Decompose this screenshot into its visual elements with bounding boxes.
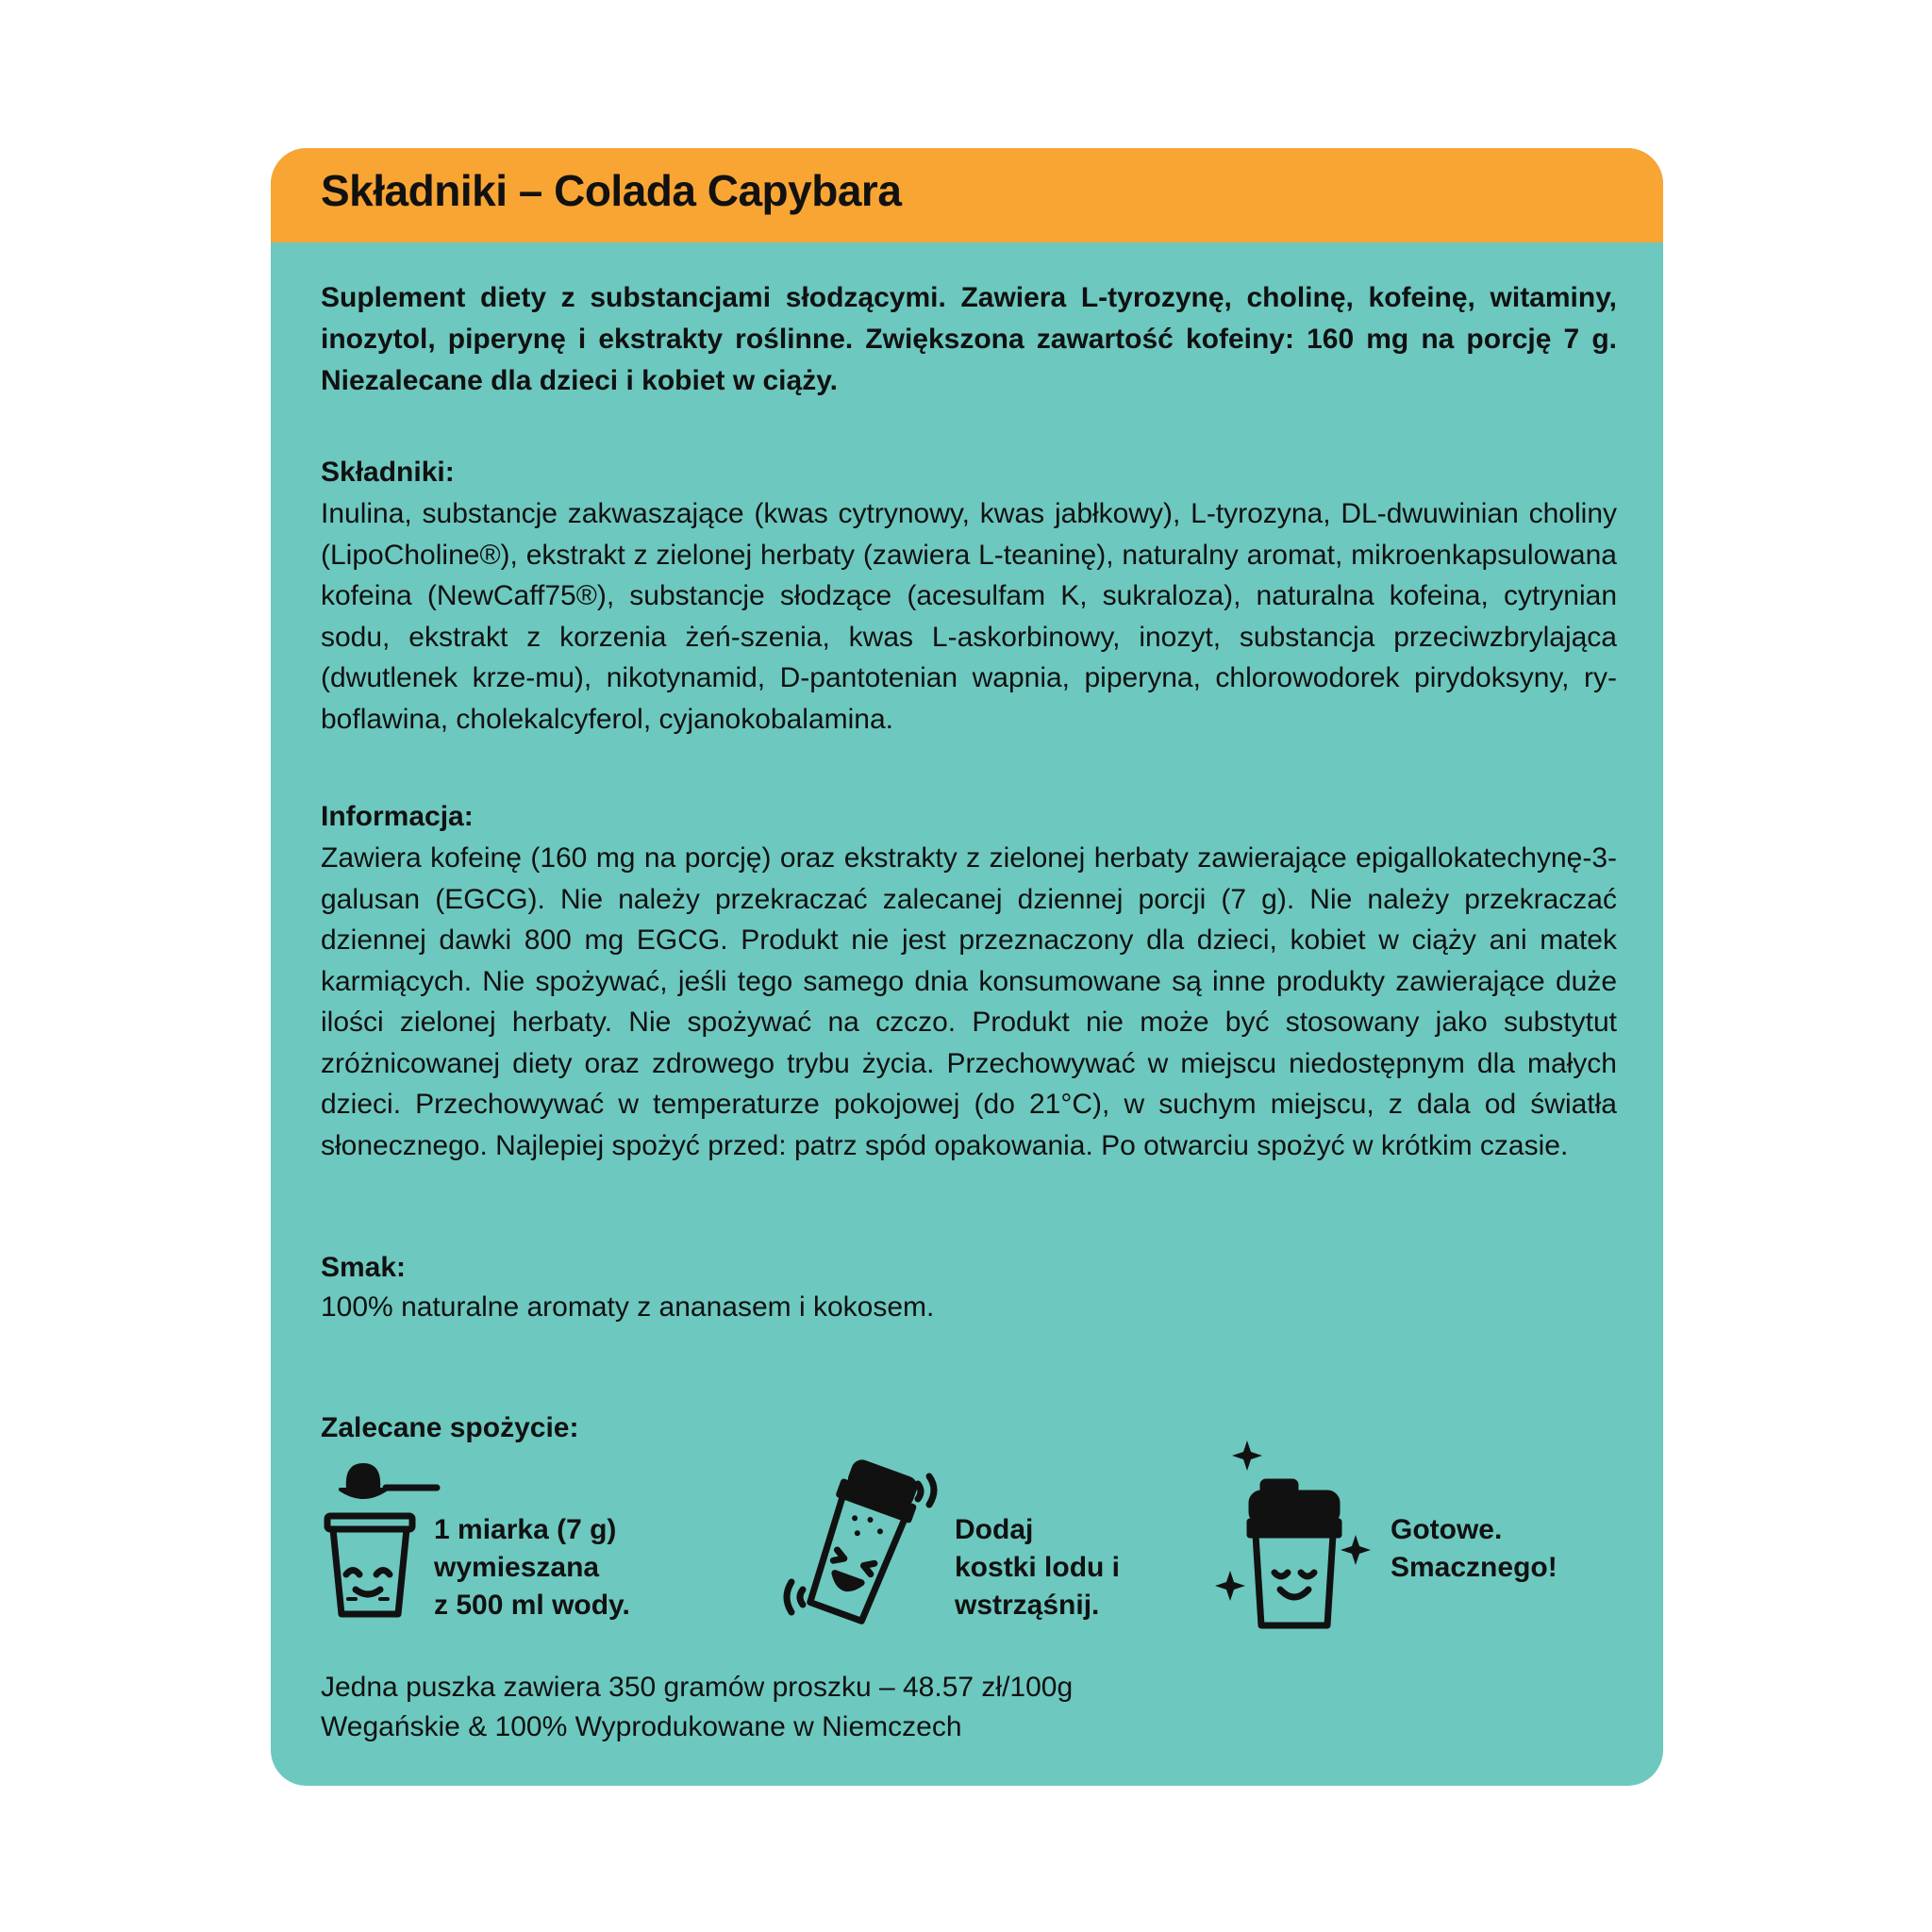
step-2-text: Dodaj kostki lodu i wstrząśnij.: [955, 1514, 1121, 1621]
intro-text: Suplement diety z substancjami słodzącymi. Zawiera L-tyrozynę, cholinę, kofeinę, witaminy, inozytol, piperynę i ekstrakty roślinne. Zwiększona zawartość kofeiny: 160 mg na porcję 7 g. Niezalecane dla dzieci i kobiet w ciąży.: [321, 282, 1617, 396]
footer-package-info: Jedna puszka zawiera 350 gramów proszku – 48.57 zł/100g: [321, 1672, 1074, 1703]
information-text: Zawiera kofeinę (160 mg na porcję) oraz ekstrakty z zielonej herbaty zawierające epigallokatechynę-3-galusan (EGCG). Nie należy przekraczać zalecanej dziennej porcji (7 g). Nie należy przekraczać dziennej dawki 800 mg EGCG. Produkt nie jest przeznaczony dla dzieci, kobiet w ciąży ani matek karmiących. Nie spożywać, jeśli tego samego dnia konsumowane są inne produkty zawierające duże ilości zielonej herbaty. Nie spożywać na czczo. Produkt nie może być stosowany jako substytut zróżnicowanej diety oraz zdrowego trybu życia. Przechowywać w miejscu niedostępnym dla małych dzieci. Przechowywać w temperaturze pokojowej (do 21°C), w suchym miejscu, z dala od światła słonecznego. Najlepiej spożyć przed: patrz spód opakowania. Po otwarciu spożyć w krótkim czasie.: [321, 842, 1617, 1161]
footer-vegan-info: Wegańskie & 100% Wyprodukowane w Niemczech: [321, 1711, 962, 1742]
flavor-heading: Smak:: [321, 1252, 407, 1283]
page-title: Składniki – Colada Capybara: [321, 166, 902, 215]
ingredients-card: [271, 148, 1663, 1786]
step-3-text: Gotowe. Smacznego!: [1391, 1514, 1557, 1583]
flavor-text: 100% naturalne aromaty z ananasem i kokosem.: [321, 1291, 935, 1323]
scoop-cup-icon: [318, 1459, 441, 1620]
ingredients-text: Inulina, substancje zakwaszające (kwas cytrynowy, kwas jabłkowy), L-tyrozyna, DL-dwuwinian choliny (LipoCholine®), ekstrakt z zielonej herbaty (zawiera L-teaninę), naturalny aromat, mikroenkapsulowana kofeina (NewCaff75®), substancje słodzące (acesulfam K, sukraloza), naturalna kofeina, cytrynian sodu, ekstrakt z korzenia żeń-szenia, kwas L-askorbinowy, inozyt, substancja przeciwzbrylająca (dwutlenek krze-mu), nikotynamid, D-pantotenian wapnia, piperyna, chlorowodorek pirydoksyny, ry-boflawina, cholekalcyferol, cyjanokobalamina.: [321, 498, 1617, 735]
ready-shaker-icon: [1214, 1441, 1384, 1629]
usage-heading: Zalecane spożycie:: [321, 1412, 579, 1443]
card-header: [271, 148, 1663, 242]
ingredients-heading: Składniki:: [321, 457, 455, 488]
information-heading: Informacja:: [321, 801, 474, 832]
shaking-bottle-icon: [771, 1459, 950, 1629]
step-1-text: 1 miarka (7 g) wymieszana z 500 ml wody.: [434, 1514, 630, 1621]
